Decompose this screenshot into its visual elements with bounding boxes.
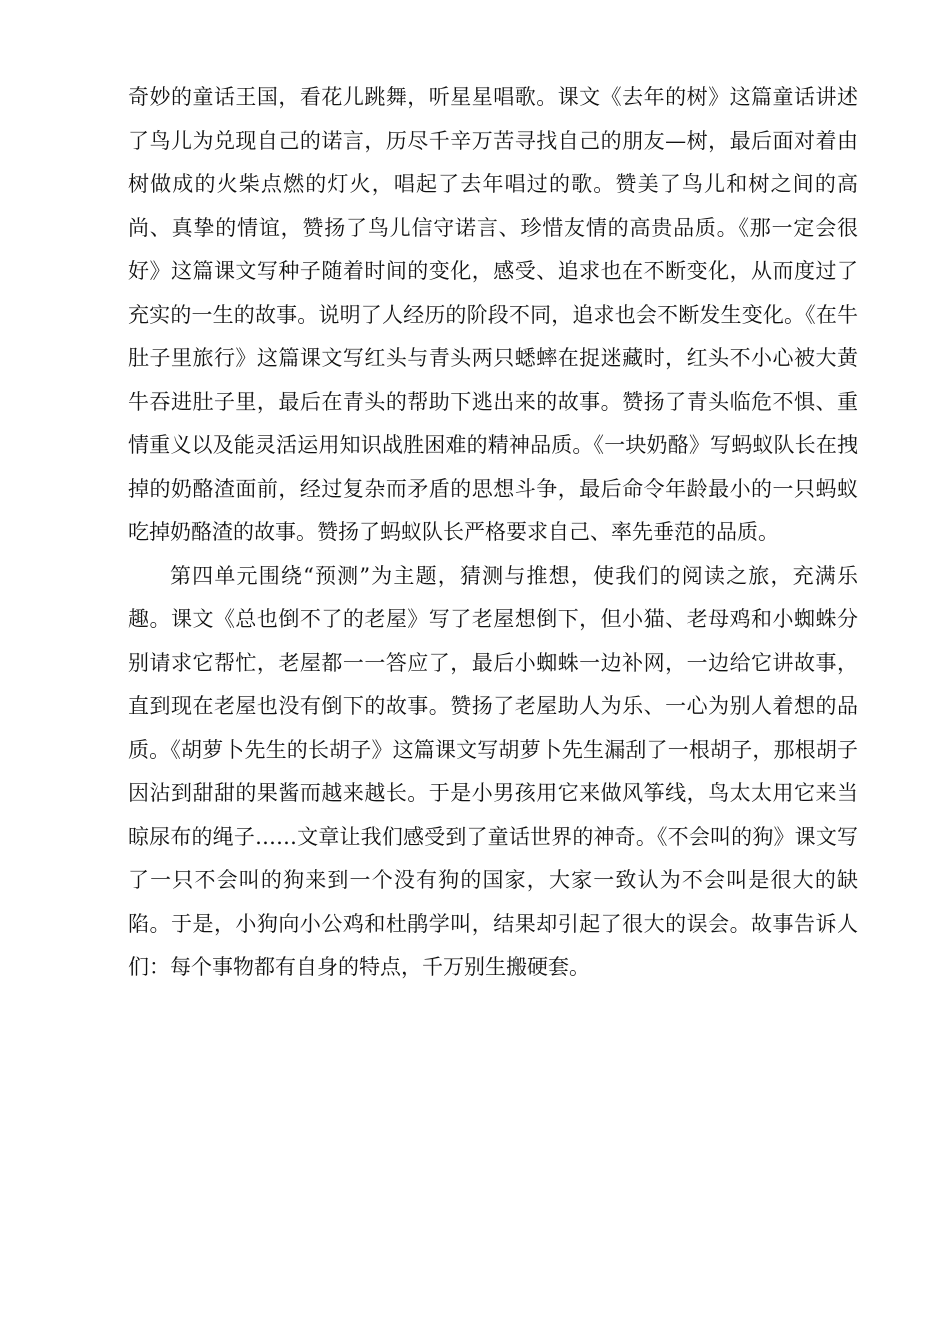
document-body (128, 76, 858, 990)
paragraph-unit-three-summary: 奇妙的童话王国，看花儿跳舞，听星星唱歌。课文《去年的树》这篇童话讲述了鸟儿为兑现自己的诺言，历尽千辛万苦寻找自己的朋友—树，最后面对着由树做成的火柴点燃的灯火，唱起了去年唱过的歌。赞美了鸟儿和树之间的高尚、真挚的情谊，赞扬了鸟儿信守诺言、珍惜友情的高贵品质。《那一定会很好》这篇课文写种子随着时间的变化，感受、追求也在不断变化，从而度过了充实的一生的故事。说明了人经历的阶段不同，追求也会不断发生变化。《在牛肚子里旅行》这篇课文写红头与青头两只蟋蟀在捉迷藏时，红头不小心被大黄牛吞进肚子里，最后在青头的帮助下逃出来的故事。赞扬了青头临危不惧、重情重义以及能灵活运用知识战胜困难的精神品质。《一块奶酪》写蚂蚁队长在拽掉的奶酪渣面前，经过复杂而矛盾的思想斗争，最后命令年龄最小的一只蚂蚁吃掉奶酪渣的故事。赞扬了蚂蚁队长严格要求自己、率先垂范的品质。 (128, 85, 858, 544)
paragraph-unit-four-summary: 第四单元围绕“预测”为主题，猜测与推想，使我们的阅读之旅，充满乐趣。课文《总也倒不了的老屋》写了老屋想倒下，但小猫、老母鸡和小蜘蛛分别请求它帮忙，老屋都一一答应了，最后小蜘蛛一边补网，一边给它讲故事，直到现在老屋也没有倒下的故事。赞扬了老屋助人为乐、一心为别人着想的品质。《胡萝卜先生的长胡子》这篇课文写胡萝卜先生漏刮了一根胡子，那根胡子因沾到甜甜的果酱而越来越长。于是小男孩用它来做风筝线，鸟太太用它来当晾尿布的绳子……文章让我们感受到了童话世界的神奇。《不会叫的狗》课文写了一只不会叫的狗来到一个没有狗的国家，大家一致认为不会叫是很大的缺陷。于是，小狗向小公鸡和杜鹃学叫，结果却引起了很大的误会。故事告诉人们：每个事物都有自身的特点，千万别生搬硬套。 (128, 563, 858, 979)
